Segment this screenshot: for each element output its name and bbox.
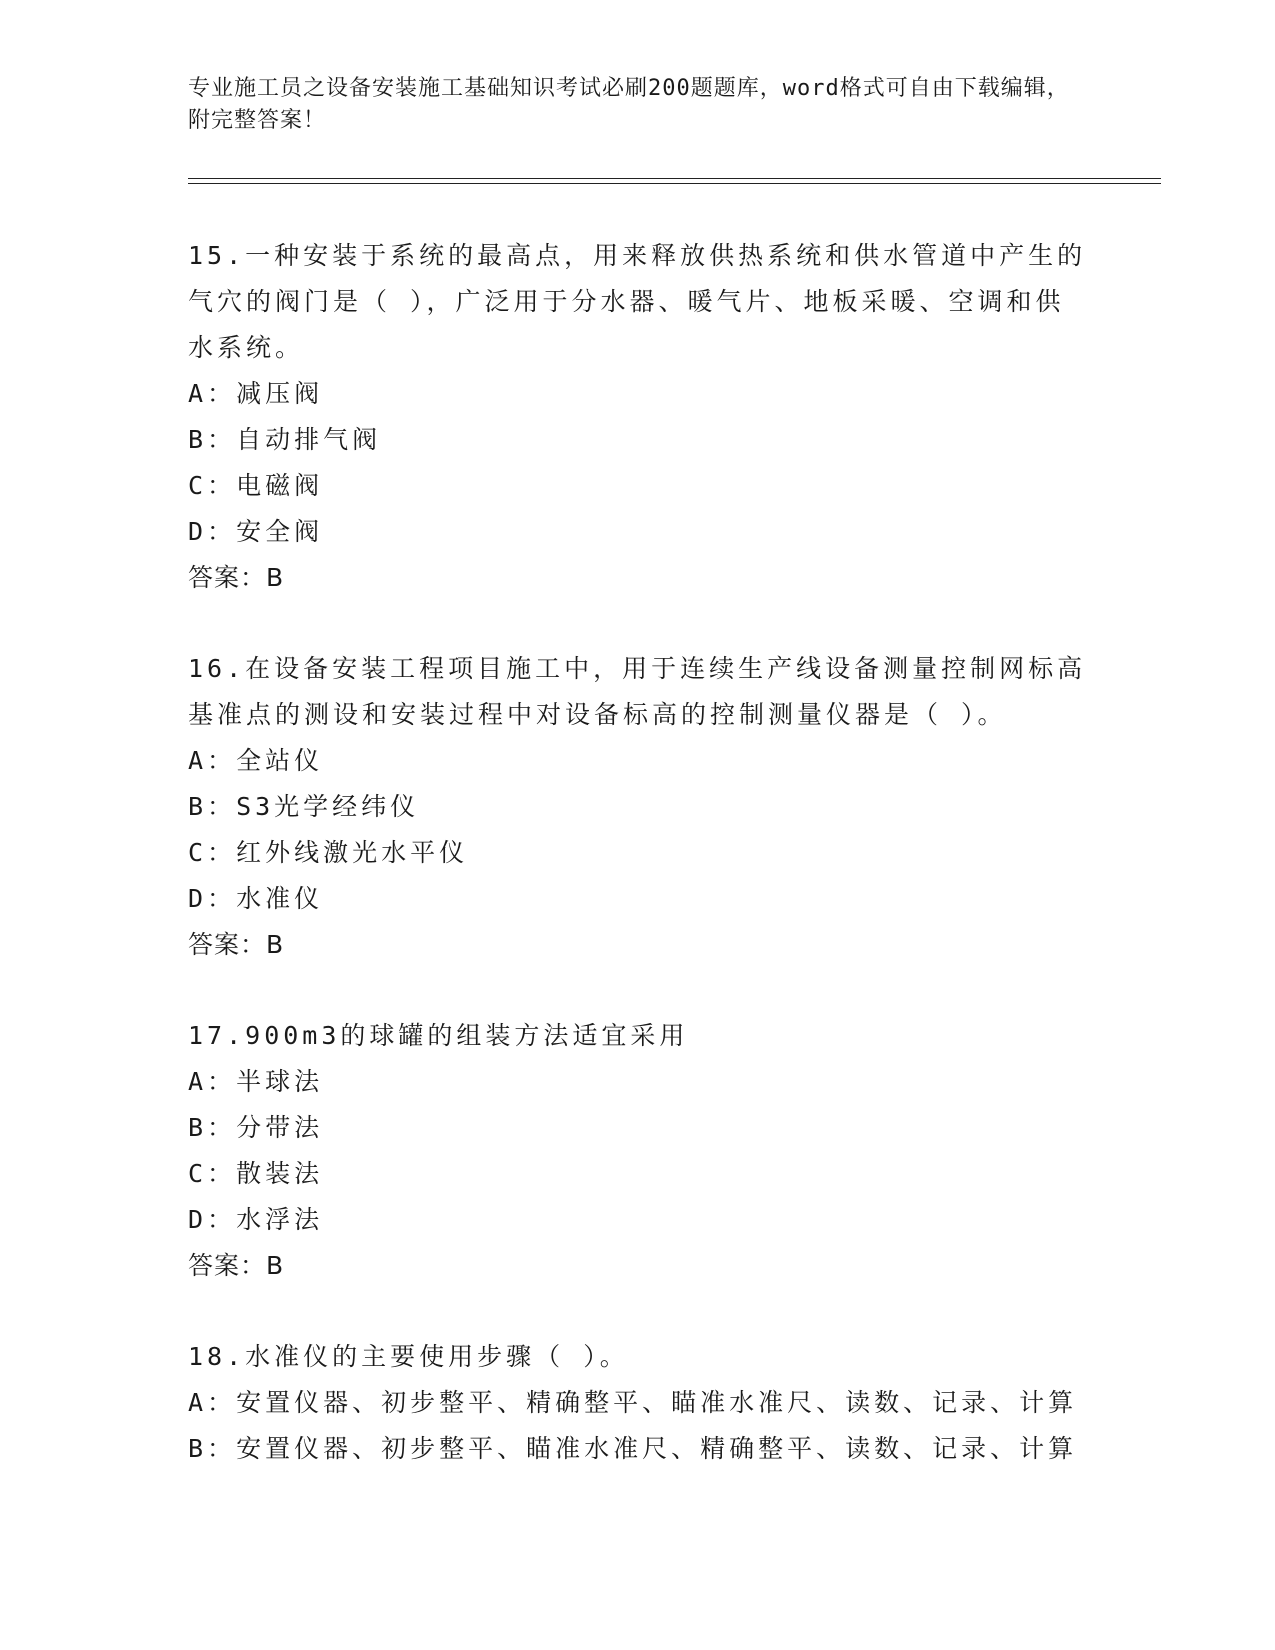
option-b (188, 1105, 1088, 1151)
question-stem: 18.水准仪的主要使用步骤（ ）。 (188, 1342, 629, 1371)
question-15 (188, 233, 1088, 601)
option-d (188, 876, 1088, 922)
option-text: 红外线激光水平仪 (236, 838, 469, 867)
option-d (188, 1197, 1088, 1243)
option-d (188, 509, 1088, 555)
option-key: C： (188, 838, 237, 867)
option-text: 安全阀 (236, 517, 324, 546)
option-a (188, 1380, 1088, 1426)
option-key: C： (188, 1159, 237, 1188)
option-text: S3光学经纬仪 (236, 792, 420, 821)
header-divider-line (188, 178, 1161, 179)
header-divider-line (188, 183, 1161, 184)
option-text: 全站仪 (236, 746, 324, 775)
option-key: A： (188, 1388, 237, 1417)
option-text: 安置仪器、初步整平、瞄准水准尺、精确整平、读数、记录、计算 (236, 1434, 1078, 1463)
answer-line: 答案：B (188, 563, 285, 592)
option-key: A： (188, 746, 237, 775)
question-16 (188, 646, 1088, 968)
option-text: 水浮法 (236, 1205, 324, 1234)
option-text: 减压阀 (236, 379, 324, 408)
option-key: A： (188, 1067, 237, 1096)
option-key: C： (188, 471, 237, 500)
option-key: B： (188, 1113, 237, 1142)
option-b (188, 784, 1088, 830)
option-key: D： (188, 517, 237, 546)
option-key: B： (188, 425, 237, 454)
answer-line: 答案：B (188, 1251, 285, 1280)
option-key: D： (188, 1205, 237, 1234)
option-key: A： (188, 379, 237, 408)
option-text: 安置仪器、初步整平、精确整平、瞄准水准尺、读数、记录、计算 (236, 1388, 1078, 1417)
question-18 (188, 1334, 1088, 1472)
option-b (188, 417, 1088, 463)
question-stem: 17.900m3的球罐的组装方法适宜采用 (188, 1021, 689, 1050)
option-c (188, 830, 1088, 876)
answer-line: 答案：B (188, 930, 285, 959)
option-text: 散装法 (236, 1159, 324, 1188)
option-text: 电磁阀 (236, 471, 324, 500)
option-c (188, 1151, 1088, 1197)
option-a (188, 738, 1088, 784)
option-c (188, 463, 1088, 509)
option-a (188, 371, 1088, 417)
option-text: 自动排气阀 (236, 425, 382, 454)
document-header: 专业施工员之设备安装施工基础知识考试必刷200题题库，word格式可自由下载编辑，附完整答案！ (188, 76, 1070, 133)
option-b (188, 1426, 1088, 1472)
question-17 (188, 1013, 1088, 1289)
option-key: B： (188, 792, 237, 821)
option-key: B： (188, 1434, 237, 1463)
question-stem: 16.在设备安装工程项目施工中，用于连续生产线设备测量控制网标高基准点的测设和安装过程中对设备标高的控制测量仪器是（ ）。 (188, 654, 1087, 729)
option-text: 半球法 (236, 1067, 324, 1096)
option-text: 分带法 (236, 1113, 324, 1142)
option-key: D： (188, 884, 237, 913)
option-a (188, 1059, 1088, 1105)
option-text: 水准仪 (236, 884, 324, 913)
question-stem: 15.一种安装于系统的最高点，用来释放供热系统和供水管道中产生的气穴的阀门是（ ），广泛用于分水器、暖气片、地板采暖、空调和供水系统。 (188, 241, 1087, 362)
